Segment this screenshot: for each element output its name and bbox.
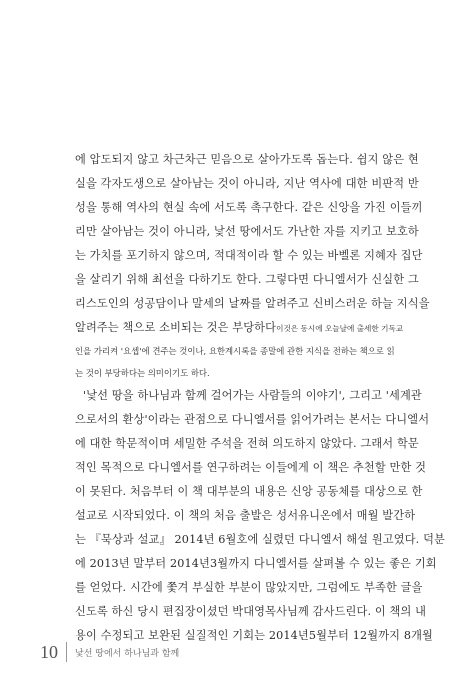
- page-footer: [40, 640, 179, 664]
- body-line: 으로서의 환상'이라는 관점으로 다니엘서를 읽어가려는 본서는 다니엘서: [75, 413, 430, 426]
- body-line: 알려주는 책으로 소비되는 것은 부당하다: [75, 321, 277, 334]
- body-line: 에 2013년 말부터 2014년3월까지 다니엘서를 살펴볼 수 있는 좋은 기회: [75, 557, 437, 570]
- note-line: 인을 가리켜 '요셉'에 견주는 것이나, 요한계시록을 종말에 관한 지식을 전하는 책으로 읽: [75, 346, 395, 356]
- body-line: 적인 목적으로 다니엘서를 연구하려는 이들에게 이 책은 추천할 만한 것: [75, 461, 427, 474]
- body-line: 를 얻었다. 시간에 쫓겨 부실한 부분이 많았지만, 그럼에도 부족한 글을: [75, 581, 423, 594]
- inline-note: 이것은 동시에 오늘날에 출세한 기독교: [276, 324, 404, 333]
- note-line: 는 것이 부당하다는 의미이기도 하다.: [75, 368, 210, 378]
- page-number: 10: [40, 641, 58, 662]
- body-line: 리스도인의 성공담이나 말세의 날짜를 알려주고 신비스러운 하늘 지식을: [75, 297, 430, 310]
- body-line: 신도록 하신 당시 편집장이셨던 박대영목사님께 감사드린다. 이 책의 내: [75, 605, 427, 618]
- body-line: 는 『묵상과 설교』 2014년 6월호에 실렸던 다니엘서 해설 원고였다. 덕분: [75, 533, 446, 546]
- body-line: 설교로 시작되었다. 이 책의 처음 출발은 성서유니온에서 매월 발간하: [75, 509, 416, 522]
- body-line: 성을 통해 역사의 현실 속에 서도록 촉구한다. 같은 신앙을 가진 이들끼: [75, 201, 423, 214]
- body-line: 는 가치를 포기하지 않으며, 적대적이라 할 수 있는 바벨론 지혜자 집단: [75, 249, 423, 262]
- body-line: 실을 각자도생으로 살아남는 것이 아니라, 지난 역사에 대한 비판적 반: [75, 177, 419, 190]
- body-line: 에 대한 학문적이며 세밀한 주석을 전혀 의도하지 않았다. 그래서 학문: [75, 437, 419, 450]
- running-title: 낯선 땅에서 하나님과 함께: [75, 648, 180, 659]
- body-line: 에 압도되지 않고 차근차근 믿음으로 살아가도록 돕는다. 쉽지 않은 현: [75, 153, 419, 166]
- body-line-with-note: [75, 316, 404, 340]
- body-text: [75, 148, 446, 648]
- body-line: 을 살리기 위해 최선을 다하기도 한다. 그렇다면 다니엘서가 신실한 그: [75, 273, 419, 286]
- body-line: '낯선 땅을 하나님과 함께 걸어가는 사람들의 이야기', 그리고 '세계관: [83, 389, 422, 402]
- body-line: 리만 살아남는 것이 아니라, 낯선 땅에서도 가난한 자를 지키고 보호하: [75, 225, 419, 238]
- body-line: 용이 수정되고 보완된 실질적인 기회는 2014년5월부터 12월까지 8개월: [75, 629, 434, 642]
- footer-divider: [66, 642, 67, 662]
- body-line: 이 못된다. 처음부터 이 책 대부분의 내용은 신앙 공동체를 대상으로 한: [75, 485, 423, 498]
